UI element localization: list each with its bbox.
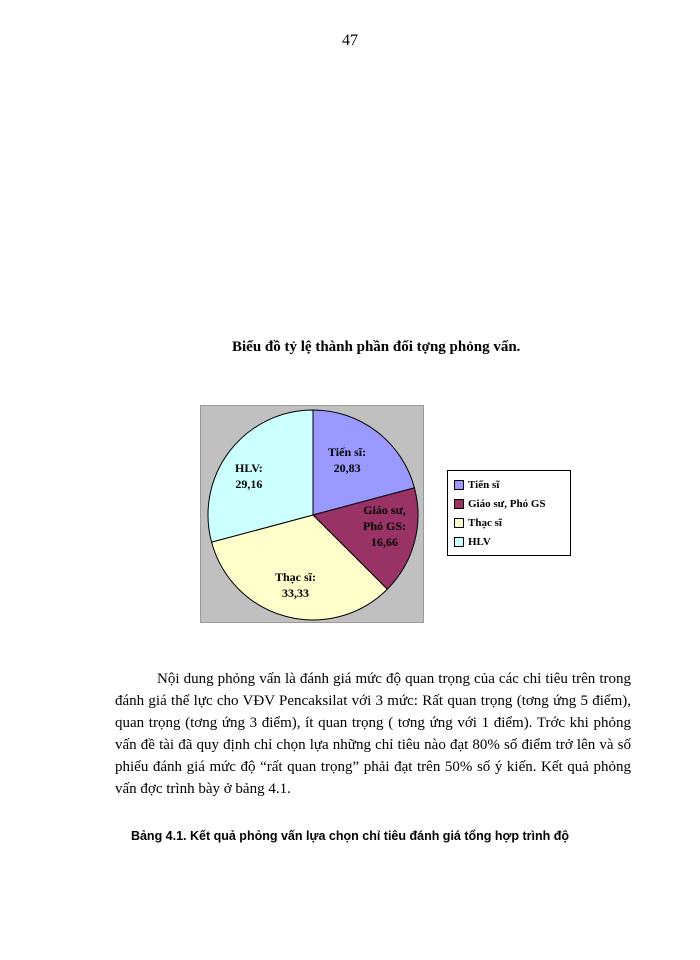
paragraph-text: Nội dung phỏng vấn là đánh giá mức độ quan trọng của các chỉ tiêu trên trong đánh giá thể lực cho VĐV Pencaksilat với 3 mức: Rất quan trọng (tơng ứng 5 điểm), quan trọng (tơng ứng 3 điểm), ít quan trọng ( tơng ứng với 1 điểm). Trớc khi phỏng vấn đề tài đã quy định chỉ chọn lựa những chỉ tiêu nào đạt 80% số điểm trở lên và số phiếu đánh giá mức độ “rất quan trọng” phải đạt trên 50% số ý kiến. Kết quả phỏng vấn đợc trình bày ở bảng 4.1. [115, 671, 631, 797]
legend-swatch-giao-su [454, 499, 464, 509]
legend-item-tien-si [454, 475, 570, 494]
slice-label-giao-su-name1: Giáo sư, [363, 503, 406, 517]
legend-swatch-thac-si [454, 518, 464, 528]
body-paragraph [115, 668, 631, 800]
slice-label-tien-si-value: 20,83 [333, 461, 361, 475]
slice-label-hlv [235, 460, 263, 492]
chart-legend [447, 470, 571, 556]
page-number: 47 [342, 32, 358, 49]
legend-item-thac-si [454, 513, 570, 532]
slice-label-thac-si [275, 569, 316, 601]
slice-label-thac-si-name: Thạc sĩ: [275, 570, 317, 584]
slice-label-tien-si [328, 444, 366, 476]
legend-label-hlv: HLV [468, 535, 491, 548]
slice-label-hlv-name: HLV: [235, 461, 263, 475]
slice-label-hlv-value: 29,16 [235, 477, 263, 491]
chart-title: Biểu đồ tỷ lệ thành phần đối tợng phỏng vấn. [232, 339, 521, 355]
slice-label-tien-si-name: Tiến sĩ: [328, 445, 367, 459]
legend-swatch-tien-si [454, 480, 464, 490]
table-caption: Bảng 4.1. Kết quả phỏng vấn lựa chọn chỉ tiêu đánh giá tổng hợp trình độ [130, 829, 570, 843]
legend-label-giao-su: Giáo sư, Phó GS [468, 497, 546, 510]
legend-label-tien-si: Tiến sĩ [468, 478, 500, 491]
slice-label-giao-su [363, 502, 406, 550]
slice-label-giao-su-name2: Phó GS: [363, 519, 407, 533]
legend-swatch-hlv [454, 537, 464, 547]
slice-label-giao-su-value: 16,66 [371, 535, 398, 549]
legend-item-giao-su [454, 494, 570, 513]
legend-label-thac-si: Thạc sĩ [468, 516, 502, 529]
pie-chart-area [200, 405, 424, 623]
slice-label-thac-si-value: 33,33 [282, 586, 309, 600]
legend-item-hlv [454, 532, 570, 551]
